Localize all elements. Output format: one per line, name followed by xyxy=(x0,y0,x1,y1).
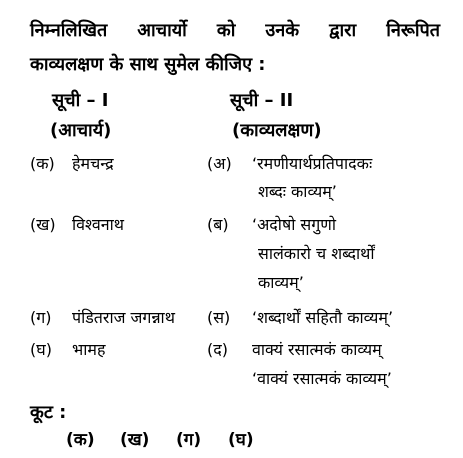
row-3-lakshan-line-1: ‘शब्दार्थों सहितौ काव्यम्’ xyxy=(252,308,394,327)
question-line-2: काव्यलक्षण के साथ सुमेल कीजिए : xyxy=(30,54,266,75)
row-4-acharya: भामह xyxy=(72,340,106,359)
row-4-lakshan-line-2: ‘वाक्यं रसात्मकं काव्यम्’ xyxy=(252,369,392,388)
row-3-option: (स) xyxy=(207,308,231,327)
list2-subheading: (काव्यलक्षण) xyxy=(232,120,322,141)
row-1-option: (अ) xyxy=(207,154,232,173)
row-1-label: (क) xyxy=(30,154,55,173)
kut-heading: कूट : xyxy=(30,402,67,423)
kut-item-3: (ग) xyxy=(176,430,202,450)
row-2-acharya: विश्वनाथ xyxy=(72,215,124,234)
row-4-label: (घ) xyxy=(30,340,52,359)
row-4-lakshan-line-1: वाक्यं रसात्मकं काव्यम् xyxy=(252,340,382,359)
kut-item-1: (क) xyxy=(66,430,95,450)
question-line-1: निम्नलिखित आचार्यो को उनके द्वारा निरूपित xyxy=(30,20,440,41)
row-2-lakshan-line-1: ‘अदोषो सगुणो xyxy=(252,215,336,234)
kut-item-4: (घ) xyxy=(228,430,254,450)
row-2-lakshan-line-2: सालंकारो च शब्दार्थों xyxy=(258,244,375,263)
row-3-label: (ग) xyxy=(30,308,52,327)
list1-heading: सूची – I xyxy=(52,90,109,111)
row-2-option: (ब) xyxy=(207,215,229,234)
row-3-acharya: पंडितराज जगन्नाथ xyxy=(72,308,175,327)
row-1-acharya: हेमचन्द्र xyxy=(72,154,114,173)
list1-subheading: (आचार्य) xyxy=(50,120,112,141)
list2-heading: सूची – II xyxy=(230,90,294,111)
row-2-label: (ख) xyxy=(30,215,56,234)
row-1-lakshan-line-1: ‘रमणीयार्थप्रतिपादकः xyxy=(252,154,373,173)
row-2-lakshan-line-3: काव्यम्’ xyxy=(258,273,304,292)
kut-item-2: (ख) xyxy=(120,430,150,450)
row-4-option: (द) xyxy=(207,340,228,359)
row-1-lakshan-line-2: शब्दः काव्यम्’ xyxy=(258,182,337,201)
